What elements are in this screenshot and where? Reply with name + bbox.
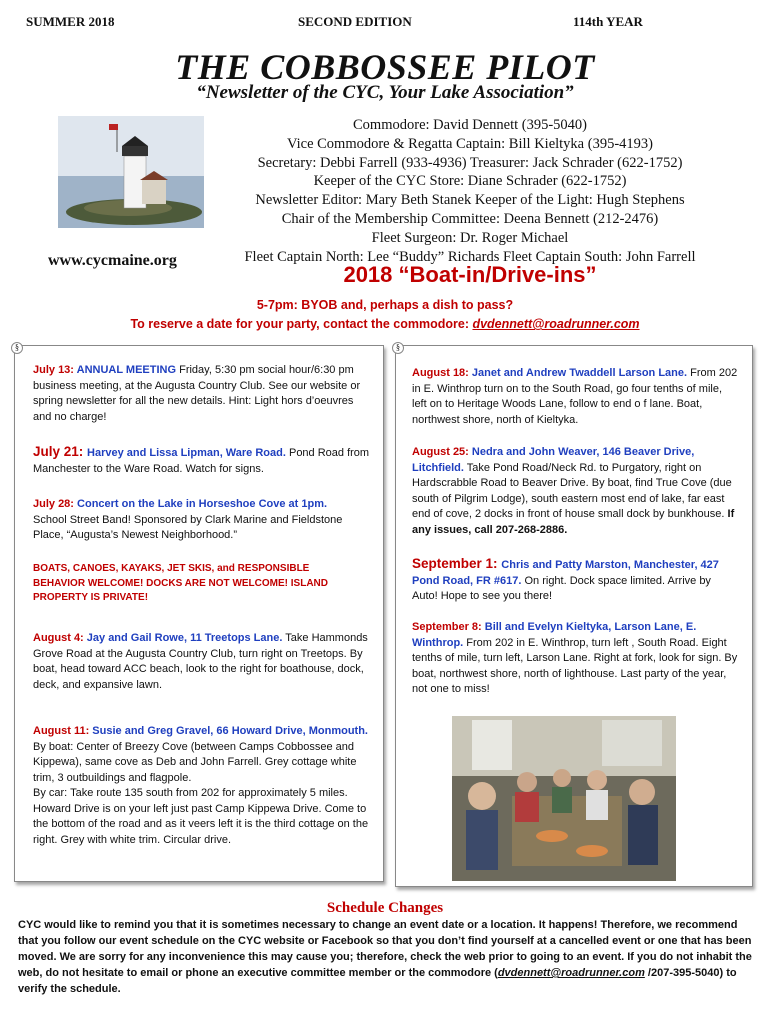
event-details: Friday, 5:30 pm social hour/6:30 pm business meeting, at the Augusta Country Club. See our website or spring newsletter for all the new details. Hint: Light hors d’oeuvres and no charge! bbox=[33, 364, 361, 423]
event-details: Pond Road from Manchester to the Ware Road. Watch for signs. bbox=[33, 447, 370, 475]
event-date: July 21: bbox=[33, 444, 88, 459]
schedule-body-end: /207-395-5040) to verify the schedule. bbox=[18, 967, 737, 995]
event-details: Take Hammonds Grove Road at the Augusta Country Club, turn right on Treetops. By boat, head toward ACC beach, look to the right for boathouse, dock, deck, and expansive lawn. bbox=[33, 632, 368, 691]
event-contact-phone: If any issues, call 207-268-2886. bbox=[412, 508, 735, 536]
event-title: Nedra and John Weaver, 146 Beaver Drive, Litchfield. bbox=[412, 446, 695, 474]
event-august-25 bbox=[412, 445, 738, 538]
issue-edition: SECOND EDITION bbox=[298, 14, 412, 29]
event-july-21 bbox=[33, 444, 371, 477]
event-date: September 8: bbox=[412, 621, 485, 633]
scroll-curl-icon: § bbox=[11, 342, 23, 354]
left-event-panel bbox=[14, 345, 384, 882]
event-details: From 202 in E. Winthrop, turn left , South Road. Eight tenths of mile, turn left, Larson Lane. Right at fork, look for sign. By boat, northwest shore, north of lighthouse. Last party of the year, not one to miss! bbox=[412, 636, 738, 695]
issue-year: 114th YEAR bbox=[573, 14, 643, 29]
event-details: By boat: Center of Breezy Cove (between Camps Cobbossee and Kippewa), same cove as Deb and John Farrell. Grey cottage white trim, 3 outbuildings and flagpole. bbox=[33, 740, 357, 784]
officers-list bbox=[210, 116, 730, 266]
event-date: August 11: bbox=[33, 725, 93, 737]
event-august-4 bbox=[33, 631, 371, 693]
event-title: Harvey and Lissa Lipman, Ware Road. bbox=[87, 447, 286, 459]
officer-editor-keeper: Newsletter Editor: Mary Beth Stanek Keeper of the Light: Hugh Stephens bbox=[255, 192, 685, 209]
event-title: Bill and Evelyn Kieltyka, Larson Lane, E. Winthrop. bbox=[412, 621, 697, 649]
event-date: July 28: bbox=[33, 498, 78, 510]
event-date: July 13: bbox=[33, 364, 77, 376]
docks-notice: BOATS, CANOES, KAYAKS, JET SKIS, and RESPONSIBLE BEHAVIOR WELCOME! DOCKS ARE NOT WELCOME! ISLAND PROPERTY IS PRIVATE! bbox=[33, 563, 328, 603]
schedule-body: CYC would like to remind you that it is sometimes necessary to change an event date or a location. It happens! Therefore, we recommend that you follow our event schedule on the CYC website or Facebook so that you don’t find yourself at a cancelled event or one that has been moved. We are sorry for any inconvenience this may cause you; therefore, check the web prior to going to an event. If you do not inhabit the web, do not hesitate to email or phone an executive committee member or the commodore ( bbox=[18, 919, 752, 979]
event-date: August 4: bbox=[33, 632, 87, 644]
issue-season: SUMMER 2018 bbox=[26, 14, 115, 29]
event-july-28 bbox=[33, 497, 371, 544]
officer-membership: Chair of the Membership Committee: Deena Bennett (212-2476) bbox=[281, 210, 659, 227]
event-title: Jay and Gail Rowe, 11 Treetops Lane. bbox=[86, 632, 283, 644]
event-august-18 bbox=[412, 366, 738, 428]
boatin-reserve bbox=[0, 317, 770, 331]
event-car-directions: By car: Take route 135 south from 202 for approximately 5 miles. Howard Drive is on your left just past Camp Kippewa Drive. Come to the bottom of the road and as it veers left it is the third cottage on the right. Grey with white trim. Circular drive. bbox=[33, 787, 369, 846]
officer-secretary-treasurer: Secretary: Debbi Farrell (933-4936) Treasurer: Jack Schrader (622-1752) bbox=[257, 154, 683, 171]
event-september-1 bbox=[412, 556, 738, 605]
commodore-email-link[interactable]: dvdennett@roadrunner.com bbox=[472, 317, 640, 331]
officer-vice-commodore: Vice Commodore & Regatta Captain: Bill Kieltyka (395-4193) bbox=[287, 135, 653, 152]
schedule-changes-title: Schedule Changes bbox=[326, 900, 444, 916]
event-september-8 bbox=[412, 620, 738, 698]
lighthouse-image bbox=[58, 116, 204, 228]
newsletter-title: THE COBBOSSEE PILOT bbox=[175, 47, 595, 87]
event-details: From 202 in E. Winthrop turn on to the South Road, go four tenths of mile, left on to Heritage Woods Lane, follow to end o f lane. Boat, northwest shore, north of Kieltyka. bbox=[412, 367, 738, 426]
event-title: ANNUAL MEETING bbox=[76, 364, 177, 376]
party-photo bbox=[452, 716, 676, 881]
event-date: September 1: bbox=[412, 556, 502, 571]
scroll-curl-icon: § bbox=[392, 342, 404, 354]
event-details: Take Pond Road/Neck Rd. to Purgatory, right on Hardscrabble Road to Beaver Drive. By boat, find True Cove (due south of Pilgrim Lodge), south eastern most end of lake, far east end of cove, 2 docks in front of house small dock by bunkhouse. bbox=[412, 461, 732, 520]
event-details: School Street Band! Sponsored by Clark Marine and Fieldstone Place, “Augusta’s Newest Neighborhood.” bbox=[33, 513, 343, 541]
officer-store-keeper: Keeper of the CYC Store: Diane Schrader (622-1752) bbox=[313, 173, 627, 190]
website-link[interactable]: www.cycmaine.org bbox=[48, 252, 177, 269]
newsletter-subtitle: “Newsletter of the CYC, Your Lake Association” bbox=[196, 82, 574, 103]
event-title: Chris and Patty Marston, Manchester, 427 Pond Road, FR #617. bbox=[412, 559, 719, 587]
event-july-13 bbox=[33, 363, 371, 425]
event-title: Concert on the Lake in Horseshoe Cove at 1pm. bbox=[77, 498, 328, 510]
event-date: August 25: bbox=[412, 446, 472, 458]
officer-fleet-captains: Fleet Captain North: Lee “Buddy” Richards Fleet Captain South: John Farrell bbox=[244, 248, 696, 265]
event-title: Susie and Greg Gravel, 66 Howard Drive, Monmouth. bbox=[92, 725, 368, 737]
officer-commodore: Commodore: David Dennett (395-5040) bbox=[353, 117, 587, 133]
boatin-title: 2018 “Boat-in/Drive-ins” bbox=[343, 262, 597, 287]
event-date: August 18: bbox=[412, 367, 472, 379]
event-details: On right. Dock space limited. Arrive by Auto! Hope to see you there! bbox=[412, 574, 711, 602]
schedule-email-link[interactable]: dvdennett@roadrunner.com bbox=[497, 967, 645, 979]
event-title: Janet and Andrew Twaddell Larson Lane. bbox=[471, 367, 688, 379]
schedule-changes-text bbox=[18, 917, 756, 997]
boatin-byob: 5-7pm: BYOB and, perhaps a dish to pass? bbox=[256, 298, 514, 312]
boatin-reserve-text: To reserve a date for your party, contact the commodore: bbox=[130, 317, 473, 331]
officer-fleet-surgeon: Fleet Surgeon: Dr. Roger Michael bbox=[371, 229, 569, 246]
event-august-11 bbox=[33, 724, 371, 848]
